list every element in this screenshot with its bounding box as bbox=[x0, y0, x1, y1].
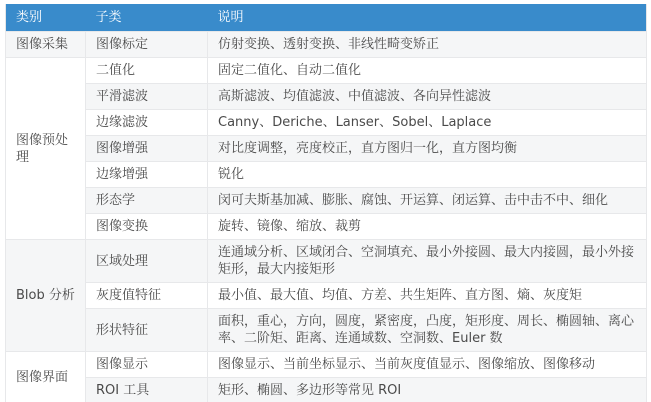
subclass-cell: 形状特征 bbox=[86, 309, 208, 352]
subclass-cell: 图像增强 bbox=[86, 136, 208, 162]
description-cell: 锐化 bbox=[208, 162, 647, 188]
table-row bbox=[6, 283, 647, 309]
subclass-cell: 边缘增强 bbox=[86, 162, 208, 188]
subclass-cell: 图像变换 bbox=[86, 214, 208, 240]
description-cell: 闵可夫斯基加减、膨胀、腐蚀、开运算、闭运算、击中击不中、细化 bbox=[208, 188, 647, 214]
description-cell: 矩形、椭圆、多边形等常见 ROI bbox=[208, 378, 647, 402]
table-header bbox=[6, 4, 647, 32]
subclass-cell: ROI 工具 bbox=[86, 378, 208, 402]
table-row bbox=[6, 58, 647, 84]
table-row bbox=[6, 162, 647, 188]
header-cell-subclass: 子类 bbox=[86, 4, 208, 32]
description-cell: 面积，重心，方向，圆度，紧密度，凸度，矩形度、周长、椭圆轴、离心率、二阶矩、距离、连通域数、空洞数、Euler 数 bbox=[208, 309, 647, 352]
subclass-cell: 图像标定 bbox=[86, 32, 208, 58]
description-cell: 固定二值化、自动二值化 bbox=[208, 58, 647, 84]
table-row bbox=[6, 110, 647, 136]
description-cell: 高斯滤波、均值滤波、中值滤波、各向异性滤波 bbox=[208, 84, 647, 110]
subclass-cell: 灰度值特征 bbox=[86, 283, 208, 309]
category-cell: 图像采集 bbox=[6, 32, 86, 58]
description-cell: Canny、Deriche、Lanser、Sobel、Laplace bbox=[208, 110, 647, 136]
category-cell: 图像预处理 bbox=[6, 58, 86, 240]
image-processing-spec-table bbox=[5, 4, 647, 402]
subclass-cell: 形态学 bbox=[86, 188, 208, 214]
header-cell-category: 类别 bbox=[6, 4, 86, 32]
table-body bbox=[6, 32, 647, 402]
description-cell: 仿射变换、透射变换、非线性畸变矫正 bbox=[208, 32, 647, 58]
table-row bbox=[6, 32, 647, 58]
subclass-cell: 区域处理 bbox=[86, 240, 208, 283]
category-cell: 图像界面 bbox=[6, 352, 86, 402]
table-row bbox=[6, 214, 647, 240]
description-cell: 对比度调整，亮度校正，直方图归一化，直方图均衡 bbox=[208, 136, 647, 162]
table-row bbox=[6, 352, 647, 378]
header-row bbox=[6, 4, 647, 32]
description-cell: 图像显示、当前坐标显示、当前灰度值显示、图像缩放、图像移动 bbox=[208, 352, 647, 378]
description-cell: 旋转、镜像、缩放、裁剪 bbox=[208, 214, 647, 240]
table-row bbox=[6, 188, 647, 214]
table-row bbox=[6, 378, 647, 402]
subclass-cell: 图像显示 bbox=[86, 352, 208, 378]
table-row bbox=[6, 309, 647, 352]
table-row bbox=[6, 84, 647, 110]
subclass-cell: 平滑滤波 bbox=[86, 84, 208, 110]
description-cell: 最小值、最大值、均值、方差、共生矩阵、直方图、熵、灰度矩 bbox=[208, 283, 647, 309]
description-cell: 连通域分析、区域闭合、空洞填充、最小外接圆、最大内接圆，最小外接矩形，最大内接矩形 bbox=[208, 240, 647, 283]
table-row bbox=[6, 136, 647, 162]
category-cell: Blob 分析 bbox=[6, 240, 86, 352]
header-cell-description: 说明 bbox=[208, 4, 647, 32]
table-row bbox=[6, 240, 647, 283]
subclass-cell: 二值化 bbox=[86, 58, 208, 84]
subclass-cell: 边缘滤波 bbox=[86, 110, 208, 136]
